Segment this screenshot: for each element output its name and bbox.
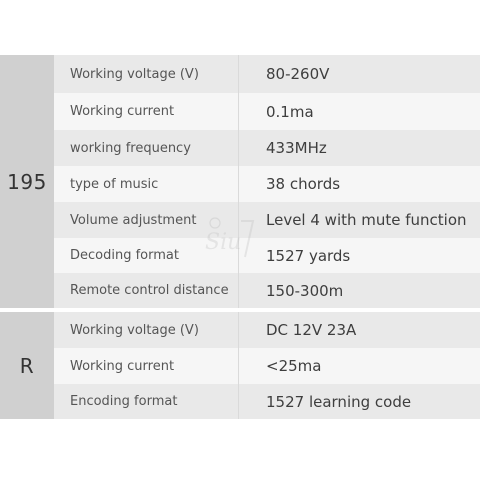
spec-value: 1527 learning code bbox=[266, 392, 412, 411]
watermark-logo-icon bbox=[201, 213, 261, 263]
spec-value: DC 12V 23A bbox=[266, 321, 357, 339]
watermark-text: Siu bbox=[205, 230, 242, 255]
spec-group-r bbox=[0, 312, 480, 419]
spec-value: 38 chords bbox=[266, 175, 341, 193]
spec-key: Remote control distance bbox=[70, 283, 229, 298]
spec-row bbox=[54, 130, 480, 166]
spec-key: type of music bbox=[70, 176, 159, 192]
spec-key: Working current bbox=[70, 358, 175, 374]
spec-value: 433MHz bbox=[266, 139, 327, 157]
spec-key: working frequency bbox=[70, 140, 191, 156]
spec-key: Encoding format bbox=[70, 394, 178, 409]
spec-value: 150-300m bbox=[266, 281, 344, 300]
spec-row bbox=[54, 202, 480, 238]
spec-value: Level 4 with mute function bbox=[266, 211, 467, 229]
spec-row bbox=[54, 93, 480, 130]
spec-key: Volume adjustment bbox=[70, 212, 197, 228]
spec-key: Working current bbox=[70, 104, 175, 119]
group-label: 195 bbox=[0, 55, 54, 308]
spec-key: Decoding format bbox=[70, 248, 179, 263]
spec-rows bbox=[54, 55, 480, 308]
spec-value: 0.1ma bbox=[266, 102, 314, 121]
spec-value: <25ma bbox=[266, 357, 322, 375]
spec-row bbox=[54, 384, 480, 419]
spec-key: Working voltage (V) bbox=[70, 66, 199, 82]
spec-row bbox=[54, 55, 480, 93]
spec-group-195 bbox=[0, 55, 480, 308]
group-label: R bbox=[0, 312, 54, 419]
spec-rows bbox=[54, 312, 480, 419]
spec-row bbox=[54, 238, 480, 273]
spec-key: Working voltage (V) bbox=[70, 322, 199, 338]
spec-value: 80-260V bbox=[266, 65, 330, 83]
spec-row bbox=[54, 312, 480, 348]
spec-row bbox=[54, 166, 480, 202]
spec-row bbox=[54, 273, 480, 308]
spec-value: 1527 yards bbox=[266, 246, 351, 265]
spec-row bbox=[54, 348, 480, 384]
